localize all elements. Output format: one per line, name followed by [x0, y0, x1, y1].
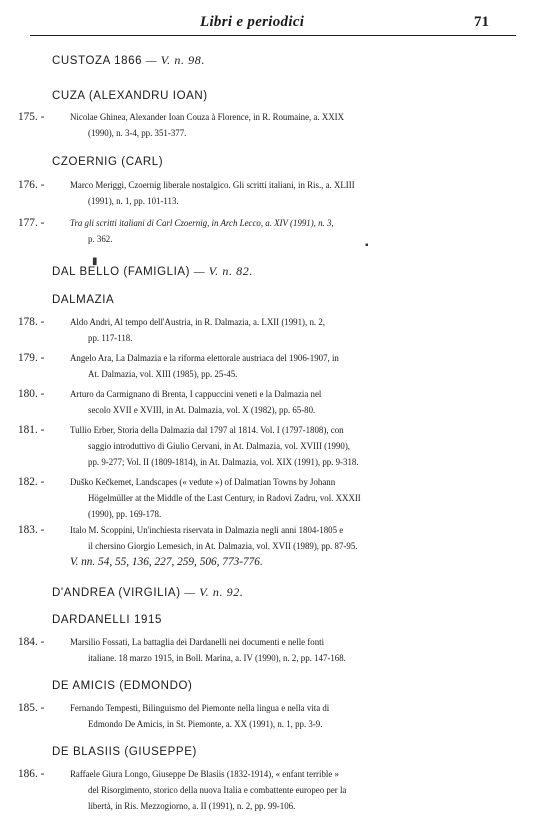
entry-176: 176. - Marco Meriggi, Czoernig liberale nostalgico. Gli scritti italiani, in Ris., a. XLIII (1991), n. 1, pp. 101-113.	[18, 179, 355, 206]
entry-181: 181. - Tullio Erber, Storia della Dalmazia dal 1797 al 1814. Vol. I (1797-1808), con saggio introduttivo di Giulio Cervani, in At. Dalmazia, vol. XVIII (1990), pp. 9-277; Vol. II (1809-1814), in At. Dalmazia, vol. XIX (1991), pp. 9-318.	[18, 424, 359, 467]
entry-185: 185. - Fernando Tempesti, Bilinguismo del Piemonte nella lingua e nella vita di Edmondo De Amicis, in St. Piemonte, a. XX (1991), n. 1, pp. 3-9.	[18, 702, 330, 729]
heading-czoernig: CZOERNIG (CARL)	[52, 156, 164, 168]
running-title: Libri e periodici	[200, 14, 305, 30]
heading-cuza: CUZA (ALEXANDRU IOAN)	[52, 90, 208, 102]
entry-175: 175. - Nicolae Ghinea, Alexander Ioan Couza à Florence, in R. Roumaine, a. XXIX (1990), n. 3-4, pp. 351-377.	[18, 111, 345, 138]
header-rule	[30, 35, 516, 36]
entry-182: 182. - Duško Kečkemet, Landscapes (« vedute ») of Dalmatian Towns by Johann Högelmüller at the Middle of the Last Century, in Radovi Zadru, vol. XXXII (1990), pp. 169-178.	[18, 476, 361, 519]
heading-custoza: CUSTOZA 1866 — V. n. 98.	[52, 53, 205, 67]
heading-de-blasiis: DE BLASIIS (GIUSEPPE)	[52, 746, 197, 758]
entry-179: 179. - Angelo Ara, La Dalmazia e la riforma elettorale austriaca del 1906-1907, in At. Dalmazia, vol. XIII (1985), pp. 25-45.	[18, 352, 339, 379]
entry-178: 178. - Aldo Andri, Al tempo dell'Austria, in R. Dalmazia, a. LXII (1991), n. 2, pp. 117-118.	[18, 316, 325, 343]
heading-dalmazia: DALMAZIA	[52, 294, 115, 306]
page-number: 71	[474, 14, 489, 30]
entry-186: 186. - Raffaele Giura Longo, Giuseppe De Blasiis (1832-1914), « enfant terrible » del Risorgimento, storico della nuova Italia e combattente europeo per la libertà, in Ris. Mezzogiorno, a. II (1991), n. 2, pp. 99-106.	[18, 768, 347, 811]
heading-de-amicis: DE AMICIS (EDMONDO)	[52, 680, 193, 692]
entry-184: 184. - Marsilio Fossati, La battaglia dei Dardanelli nei documenti e nelle fonti italiane. 18 marzo 1915, in Boll. Marina, a. IV (1990), n. 2, pp. 147-168.	[18, 636, 346, 663]
heading-dal-bello: DAL BELLO (FAMIGLIA) — V. n. 82.	[52, 264, 253, 278]
entry-180: 180. - Arturo da Carmignano di Brenta, I cappuccini veneti e la Dalmazia nel secolo XVII e XVIII, in At. Dalmazia, vol. X (1982), pp. 65-80.	[18, 388, 322, 415]
cross-reference: V. nn. 54, 55, 136, 227, 259, 506, 773-776.	[70, 556, 263, 568]
print-mark: ▮	[92, 256, 98, 267]
entry-183: 183. - Italo M. Scoppini, Un'inchiesta riservata in Dalmazia negli anni 1804-1805 e il chersino Giorgio Lemesich, in At. Dalmazia, vol. XVII (1989), pp. 87-95.	[18, 524, 358, 551]
entry-177: 177. - Tra gli scritti italiani di Carl Czoernig, in Arch Lecco, a. XIV (1991), n. 3, p. 362.	[18, 217, 334, 244]
heading-dardanelli: DARDANELLI 1915	[52, 614, 162, 626]
print-mark: ▪	[365, 240, 369, 251]
heading-dandrea: D'ANDREA (VIRGILIA) — V. n. 92.	[52, 585, 244, 599]
